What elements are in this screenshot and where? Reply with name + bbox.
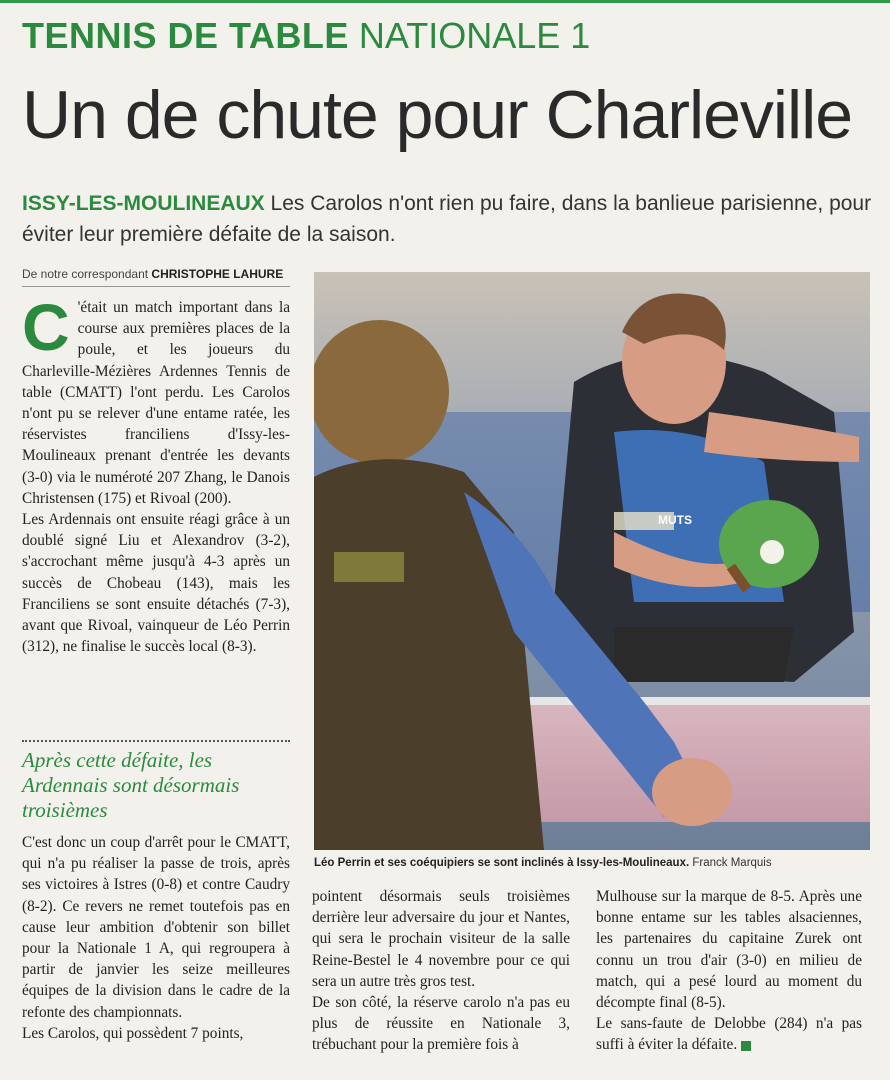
kicker-section: TENNIS DE TABLE xyxy=(22,15,349,56)
kicker-league: NATIONALE 1 xyxy=(358,15,591,56)
byline-prefix: De notre correspondant xyxy=(22,267,149,281)
paragraph-2: Les Ardennais ont ensuite réagi grâce à un doublé signé Liu et Alexandrov (3-2), s'accrochant même jusqu'à 4-3 après un succès de Chobeau (143), mais les Franciliens se sont ensuite détachés (7-3), avant que Rivoal, vainqueur de Léo Perrin (312), ne finalise le succès local (8-3). xyxy=(22,511,290,656)
paragraph-5: De son côté, la réserve carolo n'a pas eu plus de réussite en Nationale 3, trébuchant pour la première fois à xyxy=(312,994,570,1054)
headline: Un de chute pour Charleville xyxy=(22,77,853,153)
column-3 xyxy=(596,886,862,1056)
subheading: Après cette défaite, les Ardennais sont désormais troisièmes xyxy=(22,748,240,822)
dateline-place: ISSY-LES-MOULINEAUX xyxy=(22,192,265,215)
paragraph-4-start: Les Carolos, qui possèdent 7 points, xyxy=(22,1024,244,1042)
column-2 xyxy=(312,886,570,1056)
top-color-bar xyxy=(0,0,890,3)
paragraph-4-continued: pointent désormais seuls troisièmes derrière leur adversaire du jour et Nantes, qui sera le prochain visiteur de la salle Reine-Bestel le 4 novembre pour ce qui sera un autre très gros test. xyxy=(312,888,570,990)
lead-paragraph xyxy=(22,188,872,250)
paragraph-1: 'était un match important dans la course aux premières places de la poule, et les joueurs du Charleville-Mézières Ardennes Tennis de table (CMATT) l'ont perdu. Les Carolos n'ont pu se relever d'une entame ratée, les réservistes franciliens d'Issy-les-Moulineaux prenant d'entrée les devants (3-0) via le numéroté 207 Zhang, le Danois Christensen (175) et Rivoal (200). xyxy=(22,299,290,507)
ball-icon xyxy=(760,540,784,564)
paragraph-5-continued: Mulhouse sur la marque de 8-5. Après une bonne entame sur les tables alsaciennes, les partenaires du capitaine Zurek ont connu un trou d'air (3-0) en milieu de match, qui a pesé lourd au moment du décompte final (8-5). xyxy=(596,888,862,1012)
end-mark-icon xyxy=(741,1041,751,1051)
dropcap: C xyxy=(22,290,70,364)
article-photo xyxy=(314,272,870,850)
dotted-divider xyxy=(22,740,290,742)
caption-text: Léo Perrin et ses coéquipiers se sont inclinés à Issy-les-Moulineaux. xyxy=(314,857,690,869)
byline-author: CHRISTOPHE LAHURE xyxy=(151,267,284,281)
shirt-text: MUTS xyxy=(658,513,692,527)
table-tennis-photo-illustration xyxy=(314,272,870,850)
column-1-bottom xyxy=(22,832,290,1044)
section-kicker xyxy=(22,14,590,58)
lead-text: Les Carolos n'ont rien pu faire, dans la banlieue parisienne, pour éviter leur première défaite de la saison. xyxy=(22,192,872,246)
paragraph-6 xyxy=(596,1013,862,1055)
paragraph-3: C'est donc un coup d'arrêt pour le CMATT, qui n'a pu réaliser la passe de trois, après ses victoires à Istres (0-8) et contre Caudry (8-2). Ce revers ne remet toutefois pas en cause leur ambition d'obtenir son billet pour la Nationale 1 A, qui regroupera à partir de janvier les seize meilleures équipes de la division dans le cadre de la refonte des championnats. xyxy=(22,834,290,1021)
column-1-top xyxy=(22,290,290,657)
byline xyxy=(22,266,290,287)
caption-credit: Franck Marquis xyxy=(692,857,772,869)
photo-caption xyxy=(314,855,870,871)
paragraph-6-text: Le sans-faute de Delobbe (284) n'a pas suffi à éviter la défaite. xyxy=(596,1015,862,1054)
